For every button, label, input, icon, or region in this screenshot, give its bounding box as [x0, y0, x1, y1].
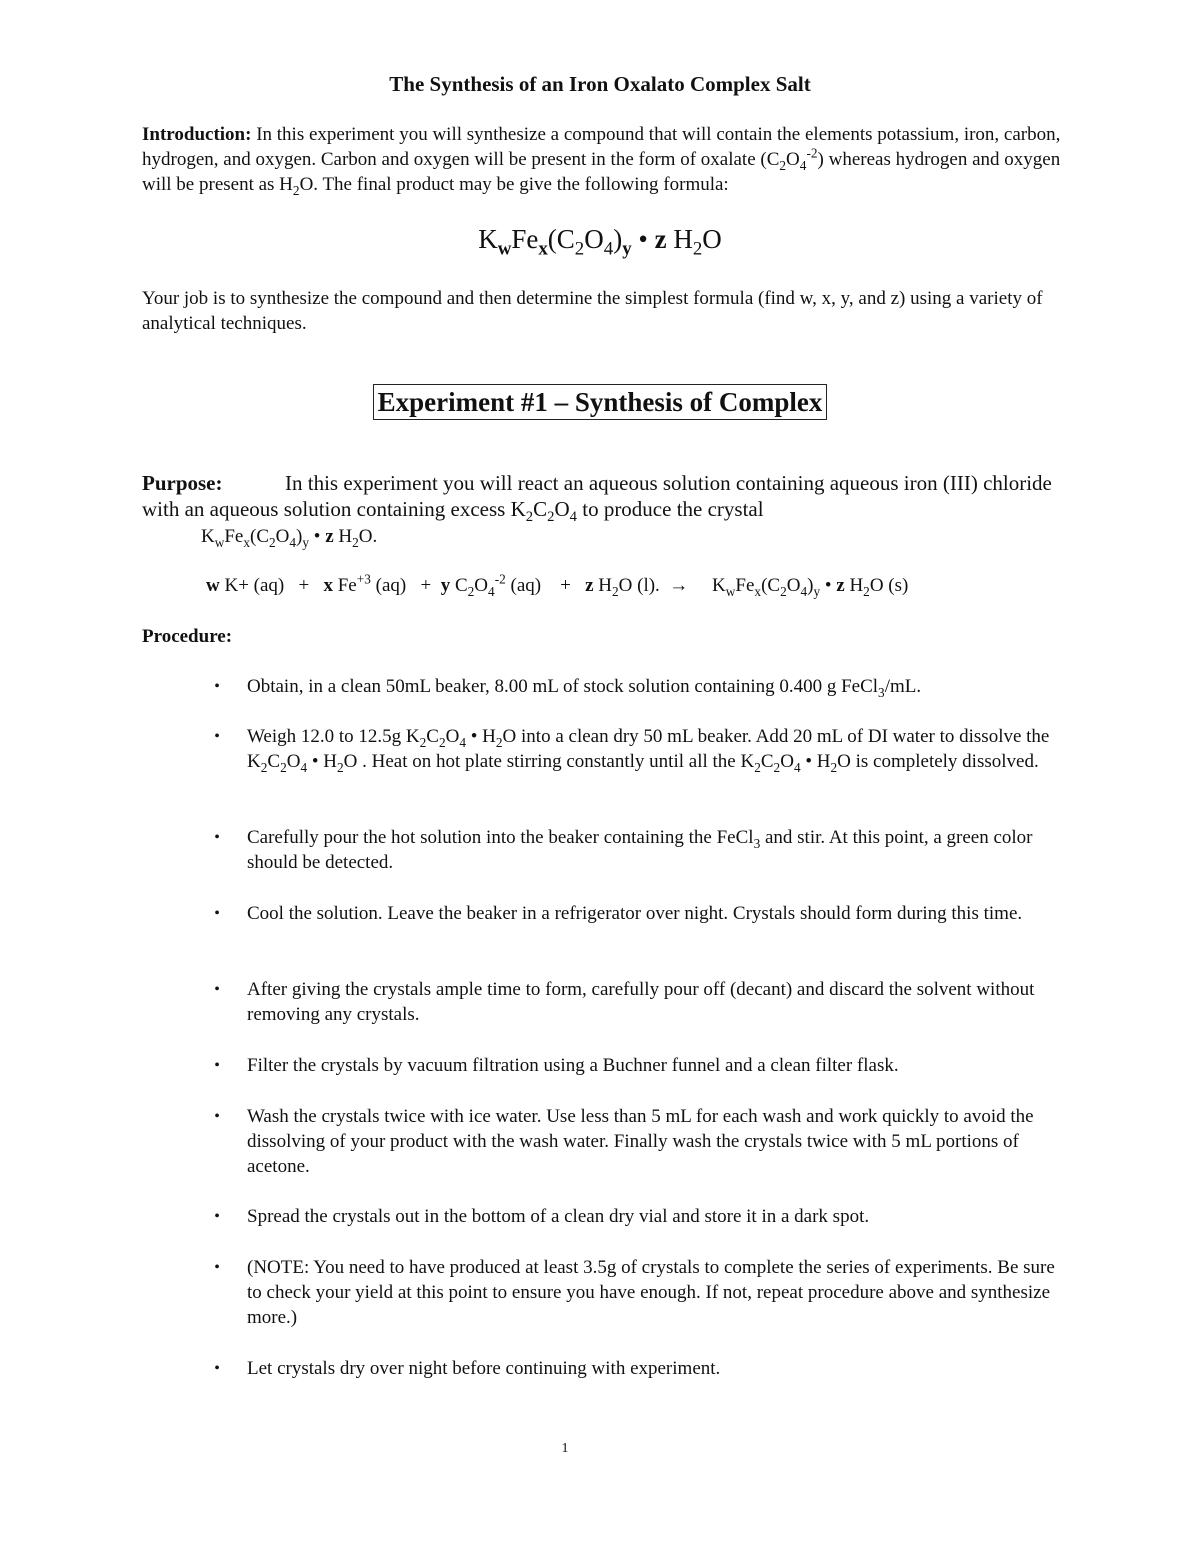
step-text: Carefully pour the hot solution into the beaker containing the FeCl$_3$ and stir. At this point, a green color should be detected.	[247, 827, 1033, 873]
bullet-icon: •	[214, 1108, 220, 1125]
bullet-icon: •	[214, 1057, 220, 1074]
bullet-icon: •	[214, 1360, 220, 1377]
step-text: After giving the crystals ample time to form, carefully pour off (decant) and discard the solvent without removing any crystals.	[247, 979, 1035, 1025]
bullet-icon: •	[214, 728, 220, 745]
step-text: (NOTE: You need to have produced at least 3.5g of crystals to complete the series of experiments. Be sure to check your yield at this point to ensure you have enough. If not, repeat procedure above and synthesize more.)	[247, 1257, 1055, 1328]
step-text: Let crystals dry over night before continuing with experiment.	[247, 1358, 721, 1379]
job-paragraph: Your job is to synthesize the compound and then determine the simplest formula (find w, x, y, and z) using a variety of analytical techniques.	[142, 288, 1043, 334]
purpose-paragraph: Purpose: In this experiment you will react an aqueous solution containing aqueous iron (III) chloride with an aqueous solution containing excess $K_2C_2O_4$ to produce the crystal	[142, 471, 1052, 526]
step-text: Obtain, in a clean 50mL beaker, 8.00 mL of stock solution containing 0.400 g FeCl$_3$/mL.	[247, 676, 922, 700]
experiment-heading: Experiment #1 – Synthesis of Complex	[373, 384, 827, 420]
step-text: Filter the crystals by vacuum filtration using a Buchner funnel and a clean filter flask.	[247, 1055, 899, 1076]
introduction-label: Introduction:	[142, 124, 252, 145]
document-title: The Synthesis of an Iron Oxalato Complex Salt	[389, 72, 811, 96]
bullet-icon: •	[214, 1208, 220, 1225]
bullet-icon: •	[214, 905, 220, 922]
step-text: Cool the solution. Leave the beaker in a refrigerator over night. Crystals should form during this time.	[247, 903, 1023, 924]
step-text: Spread the crystals out in the bottom of a clean dry vial and store it in a dark spot.	[247, 1206, 870, 1227]
bullet-icon: •	[214, 678, 220, 695]
general-formula: $K_wFe_x(C_2O_4)_y$ • z $H_2O$	[478, 224, 722, 260]
procedure-heading: Procedure:	[142, 626, 233, 647]
purpose-product: $K_wFe_x(C_2O_4)_y$ • z $H_2O$.	[201, 526, 378, 550]
purpose-label: Purpose:	[142, 471, 223, 495]
bullet-icon: •	[214, 829, 220, 846]
step-text: Wash the crystals twice with ice water. Use less than 5 mL for each wash and work quickly to avoid the dissolving of your product with the wash water. Finally wash the crystals twice with 5 mL portions of acetone.	[247, 1106, 1034, 1177]
introduction-paragraph: Introduction: In this experiment you will synthesize a compound that will contain the elements potassium, iron, carbon, hydrogen, and oxygen. Carbon and oxygen will be present in the form of oxalate $(C_2O_4^{-2})$ whereas hydrogen and oxygen will be present as $H_2O$. The final product may be give the following formula:	[142, 124, 1061, 198]
bullet-icon: •	[214, 1259, 220, 1276]
step-text: Weigh 12.0 to 12.5g $K_2C_2O_4$ • $H_2O$ into a clean dry 50 mL beaker. Add 20 mL of DI water to dissolve the $K_2C_2O_4$ • $H_2O$ . Heat on hot plate stirring constantly until all the $K_2C_2O_4$ • $H_2O$ is completely dissolved.	[247, 726, 1050, 775]
reaction-equation: w K+ (aq) + x $Fe^{+3}$ (aq) + y $C_2O_4^{-2}$ (aq) + z $H_2O$ (l). → $K_wFe_x(C_2O_4)_y$ • z $H_2O$ (s)	[206, 571, 909, 599]
bullet-icon: •	[214, 981, 220, 998]
page-number: 1	[561, 1441, 569, 1456]
